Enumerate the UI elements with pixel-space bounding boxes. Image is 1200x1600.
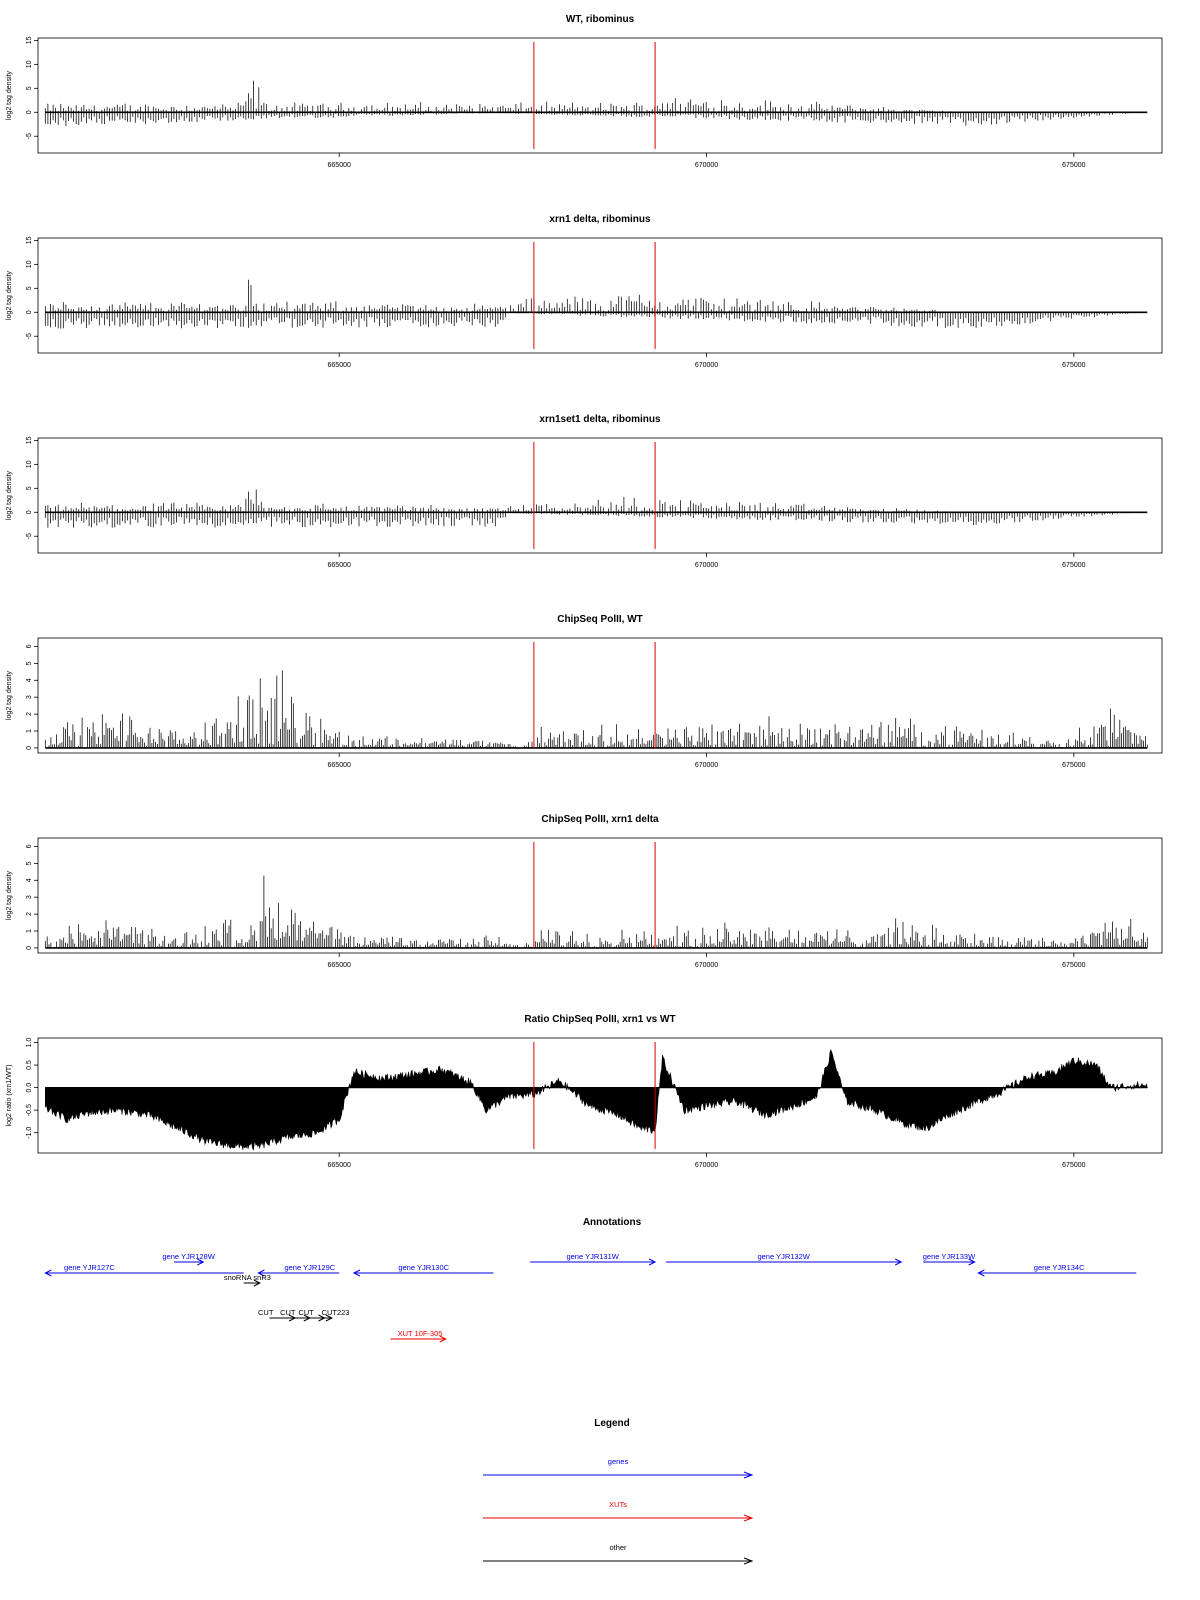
y-tick-label: 5 — [26, 86, 33, 91]
x-tick-label: 675000 — [1062, 362, 1086, 369]
y-tick-label: 5 — [26, 661, 33, 666]
legend-label-other: other — [609, 1543, 627, 1552]
y-tick-label: 4 — [26, 678, 33, 683]
feature-label-gene-yjr130c: gene YJR130C — [398, 1263, 450, 1272]
y-tick-label: 15 — [26, 236, 33, 245]
density-bars — [45, 876, 1147, 948]
panel-xrn1set1-delta-ribominus — [6, 414, 1162, 569]
legend-panel — [483, 1418, 752, 1564]
data-series — [45, 876, 1147, 948]
y-tick-label: 10 — [26, 260, 33, 269]
x-tick-label: 665000 — [327, 962, 351, 969]
panel-chipseq-polii-wt — [6, 614, 1162, 769]
y-tick-label: 15 — [26, 36, 33, 45]
y-tick-label: 2 — [26, 912, 33, 917]
y-tick-label: 1 — [26, 929, 33, 933]
x-tick-label: 670000 — [694, 362, 719, 369]
plot-frame — [38, 38, 1162, 153]
y-axis-label: log2 tag density — [6, 270, 13, 321]
panel-title: Ratio ChipSeq PolII, xrn1 vs WT — [524, 1014, 676, 1025]
y-tick-label: 0 — [26, 310, 33, 315]
panel-ratio-chipseq-polii-xrn1-vs-wt — [6, 1014, 1162, 1169]
y-tick-label: 3 — [26, 695, 33, 700]
panel-title: xrn1 delta, ribominus — [549, 214, 651, 225]
legend-arrow-xuts — [483, 1515, 752, 1521]
data-series — [45, 280, 1147, 329]
y-tick-label: 1.0 — [26, 1037, 33, 1048]
y-tick-label: 5 — [26, 861, 33, 866]
data-series — [45, 1050, 1147, 1150]
feature-label-gene-yjr128w: gene YJR128W — [162, 1252, 215, 1261]
y-tick-label: 0 — [26, 510, 33, 515]
x-tick-label: 675000 — [1062, 562, 1086, 569]
y-axis-label: log2 tag density — [6, 670, 13, 721]
x-tick-label: 670000 — [694, 1162, 719, 1169]
y-tick-label: 3 — [26, 895, 33, 900]
y-tick-label: 6 — [26, 844, 33, 849]
feature-label-gene-yjr132w: gene YJR132W — [757, 1252, 810, 1261]
y-tick-label: 5 — [26, 286, 33, 291]
plot-frame — [38, 238, 1162, 353]
y-tick-label: 0.5 — [26, 1060, 33, 1070]
feature-label-cut223: CUT223 — [321, 1308, 350, 1317]
x-tick-label: 670000 — [694, 162, 719, 169]
y-axis-label: log2 tag density — [6, 870, 13, 921]
x-tick-label: 675000 — [1062, 762, 1086, 769]
feature-label-cut: CUT — [280, 1308, 296, 1317]
annotations-panel — [45, 1217, 1136, 1342]
x-tick-label: 670000 — [694, 562, 719, 569]
y-tick-label: 5 — [26, 486, 33, 491]
x-tick-label: 665000 — [327, 562, 351, 569]
y-axis-label: log2 ratio (xrn1/WT) — [6, 1064, 13, 1127]
annotations-title: Annotations — [582, 1217, 642, 1228]
data-series — [45, 670, 1147, 748]
y-axis-label: log2 tag density — [6, 70, 13, 121]
feature-label-cut: CUT — [258, 1308, 274, 1317]
feature-label-cut: CUT — [298, 1308, 314, 1317]
y-tick-label: -5 — [26, 533, 33, 540]
legend-title: Legend — [594, 1418, 630, 1429]
y-axis-label: log2 tag density — [6, 470, 13, 521]
data-series — [45, 81, 1147, 126]
panel-chipseq-polii-xrn1-delta — [6, 814, 1162, 969]
x-tick-label: 665000 — [327, 162, 351, 169]
y-tick-label: 0 — [26, 745, 33, 750]
feature-label-gene-yjr127c: gene YJR127C — [64, 1263, 115, 1272]
y-tick-label: 15 — [26, 436, 33, 445]
plot-frame — [38, 438, 1162, 553]
legend-items — [483, 1457, 752, 1564]
y-tick-label: -5 — [26, 133, 33, 140]
y-tick-label: 0 — [26, 945, 33, 950]
panel-wt-ribominus — [6, 14, 1162, 169]
panel-title: xrn1set1 delta, ribominus — [539, 414, 661, 425]
x-tick-label: 670000 — [694, 762, 719, 769]
y-tick-label: -1.0 — [26, 1126, 33, 1139]
density-bars — [45, 670, 1147, 748]
feature-label-gene-yjr129c: gene YJR129C — [284, 1263, 336, 1272]
x-tick-label: 670000 — [694, 962, 719, 969]
x-tick-label: 665000 — [327, 362, 351, 369]
plot-frame — [38, 838, 1162, 953]
feature-label-snorna-snr3: snoRNA snR3 — [223, 1273, 271, 1282]
panel-title: WT, ribominus — [565, 14, 635, 25]
panel-title: ChipSeq PolII, WT — [557, 614, 643, 625]
feature-label-xut-10f-305: XUT 10F-305 — [397, 1329, 443, 1338]
y-tick-label: 10 — [26, 60, 33, 69]
ratio-area — [45, 1050, 1147, 1150]
y-tick-label: 4 — [26, 878, 33, 883]
x-tick-label: 665000 — [327, 1162, 351, 1169]
x-tick-label: 675000 — [1062, 162, 1086, 169]
y-tick-label: 10 — [26, 460, 33, 469]
density-bars — [45, 81, 1143, 126]
density-bars — [45, 489, 1143, 527]
x-tick-label: 665000 — [327, 762, 351, 769]
y-tick-label: 0.0 — [26, 1082, 33, 1093]
track-panels — [6, 14, 1162, 1169]
legend-arrow-other — [483, 1558, 752, 1564]
feature-label-gene-yjr133w: gene YJR133W — [922, 1252, 976, 1261]
density-bars — [45, 280, 1146, 329]
x-tick-label: 675000 — [1062, 1162, 1086, 1169]
x-tick-label: 675000 — [1062, 962, 1086, 969]
y-tick-label: -0.5 — [26, 1104, 33, 1117]
y-tick-label: 1 — [26, 729, 33, 733]
y-tick-label: 6 — [26, 644, 33, 649]
panel-title: ChipSeq PolII, xrn1 delta — [541, 814, 659, 825]
panel-xrn1-delta-ribominus — [6, 214, 1162, 369]
y-tick-label: -5 — [26, 333, 33, 340]
legend-label-genes: genes — [607, 1457, 629, 1466]
legend-arrow-genes — [483, 1472, 752, 1478]
annotation-features — [45, 1252, 1136, 1342]
y-tick-label: 2 — [26, 712, 33, 717]
feature-label-gene-yjr131w: gene YJR131W — [566, 1252, 619, 1261]
y-tick-label: 0 — [26, 110, 33, 115]
data-series — [45, 489, 1147, 527]
feature-label-gene-yjr134c: gene YJR134C — [1033, 1263, 1085, 1272]
legend-label-xuts: XUTs — [609, 1500, 627, 1509]
